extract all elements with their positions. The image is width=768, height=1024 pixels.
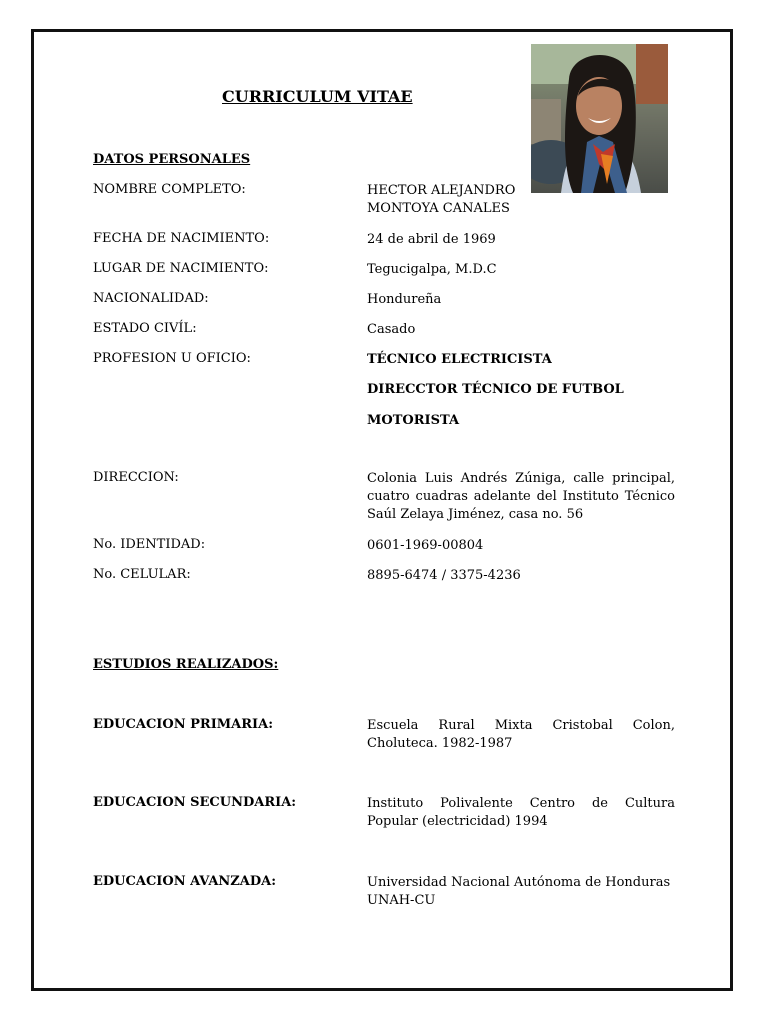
primary-education-label: EDUCACION PRIMARIA: xyxy=(93,717,274,732)
birth-date-label: FECHA DE NACIMIENTO: xyxy=(93,231,270,246)
birth-place-value: Tegucigalpa, M.D.C xyxy=(367,262,497,277)
profile-photo xyxy=(531,44,668,193)
address-label: DIRECCION: xyxy=(93,470,179,485)
primary-education-value: Escuela Rural Mixta Cristobal Colon, Choluteca. 1982-1987 xyxy=(367,718,675,751)
page-title: CURRICULUM VITAE xyxy=(222,87,413,106)
phone-label: No. CELULAR: xyxy=(93,567,191,582)
full-name-line2: MONTOYA CANALES xyxy=(367,201,510,216)
nationality-label: NACIONALIDAD: xyxy=(93,291,209,306)
id-value: 0601-1969-00804 xyxy=(367,538,484,553)
profession-item: DIRECCTOR TÉCNICO DE FUTBOL xyxy=(367,382,624,397)
secondary-education-value: Instituto Polivalente Centro de Cultura Popular (electricidad) 1994 xyxy=(367,796,675,829)
birth-date-value: 24 de abril de 1969 xyxy=(367,232,496,247)
advanced-education-line2: UNAH-CU xyxy=(367,893,436,908)
id-label: No. IDENTIDAD: xyxy=(93,537,206,552)
profession-label: PROFESION U OFICIO: xyxy=(93,351,251,366)
profession-item: TÉCNICO ELECTRICISTA xyxy=(367,352,552,367)
advanced-education-label: EDUCACION AVANZADA: xyxy=(93,874,277,889)
birth-place-label: LUGAR DE NACIMIENTO: xyxy=(93,261,269,276)
advanced-education-line1: Universidad Nacional Autónoma de Honduras xyxy=(367,875,671,890)
civil-status-label: ESTADO CIVÍL: xyxy=(93,321,197,336)
full-name-label: NOMBRE COMPLETO: xyxy=(93,182,246,197)
civil-status-value: Casado xyxy=(367,322,416,337)
secondary-education-label: EDUCACION SECUNDARIA: xyxy=(93,795,297,810)
nationality-value: Hondureña xyxy=(367,292,442,307)
section-personal-data: DATOS PERSONALES xyxy=(93,152,251,167)
section-studies: ESTUDIOS REALIZADOS: xyxy=(93,657,279,672)
profession-item: MOTORISTA xyxy=(367,413,460,428)
full-name-line1: HECTOR ALEJANDRO xyxy=(367,183,516,198)
address-value: Colonia Luis Andrés Zúniga, calle principal, cuatro cuadras adelante del Instituto Técnico Saúl Zelaya Jiménez, casa no. 56 xyxy=(367,471,675,522)
phone-value: 8895-6474 / 3375-4236 xyxy=(367,568,521,583)
